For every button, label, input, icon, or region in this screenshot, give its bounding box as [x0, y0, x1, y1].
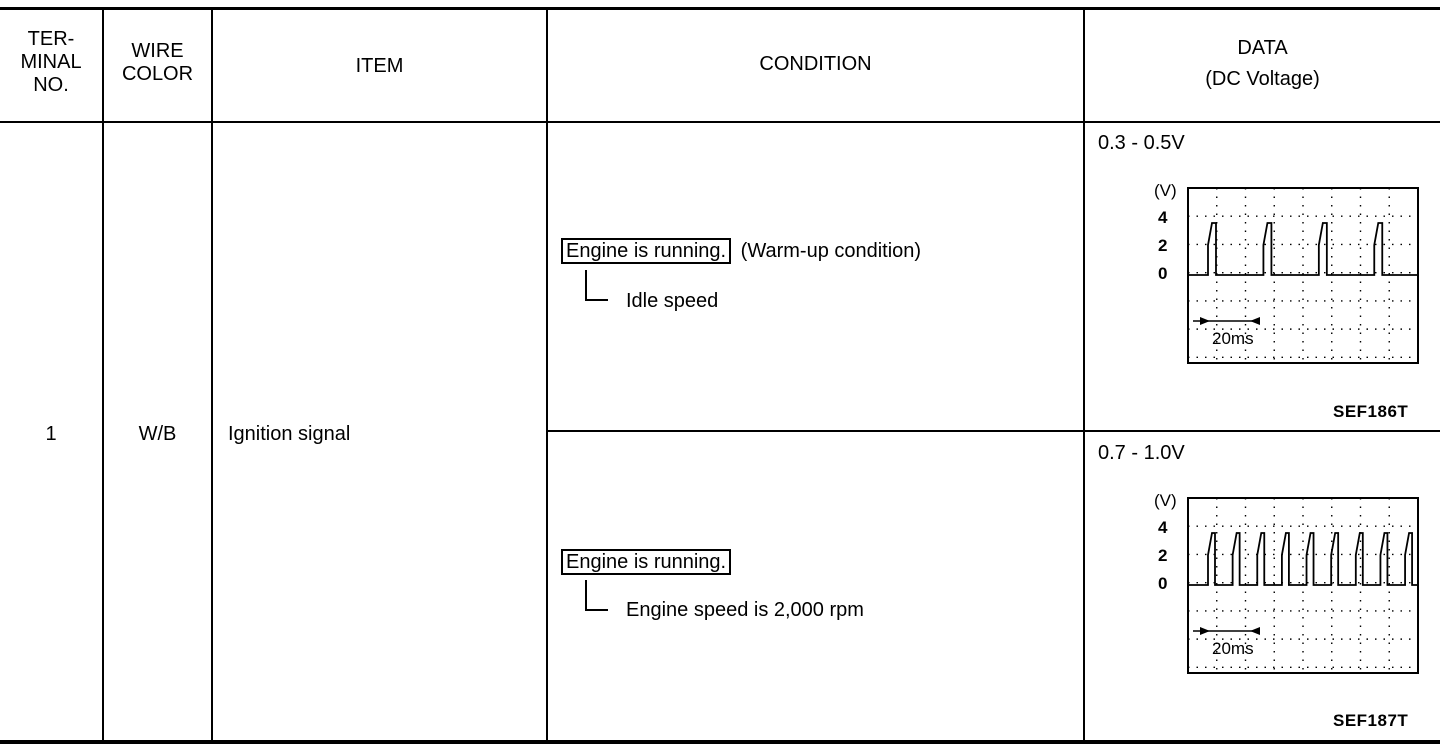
scope-tick-label: 0 — [1158, 574, 1168, 593]
col-divider-4 — [1083, 8, 1085, 742]
table-bottom-border — [0, 740, 1440, 744]
condition-2-state-box: Engine is running. — [561, 549, 731, 575]
scope-unit: (V) — [1154, 181, 1177, 200]
figure-code-1: SEF186T — [1333, 402, 1409, 421]
row-divider — [547, 430, 1440, 432]
terminal-number: 1 — [45, 423, 57, 445]
scope-unit: (V) — [1154, 491, 1177, 510]
col-divider-3 — [546, 8, 548, 742]
col-divider-1 — [102, 8, 104, 742]
voltage-2: 0.7 - 1.0V — [1098, 442, 1185, 464]
oscilloscope-2 — [1150, 488, 1430, 678]
item-name: Ignition signal — [228, 423, 351, 445]
time-marker-arrow — [1250, 627, 1260, 635]
scope-tick-label: 2 — [1158, 546, 1168, 565]
time-label: 20ms — [1212, 329, 1254, 348]
time-marker-arrow — [1200, 627, 1210, 635]
header-terminal: TER- MINAL NO. — [20, 28, 82, 96]
table-top-border — [0, 7, 1440, 10]
header-data: DATA (DC Voltage) — [1205, 37, 1320, 90]
header-wire-color: WIRE COLOR — [121, 40, 194, 85]
scope-tick-label: 4 — [1158, 518, 1168, 537]
condition-2-state — [561, 550, 731, 574]
time-label: 20ms — [1212, 639, 1254, 658]
wire-color: W/B — [138, 423, 177, 445]
oscilloscope-1 — [1150, 178, 1430, 368]
condition-1-note: (Warm-up condition) — [740, 240, 922, 262]
condition-1-state-box: Engine is running. — [561, 238, 731, 264]
time-marker-arrow — [1250, 317, 1260, 325]
header-item: ITEM — [355, 55, 404, 77]
condition-1-bracket — [584, 270, 614, 310]
condition-2-bracket — [584, 580, 614, 620]
scope-tick-label: 2 — [1158, 236, 1168, 255]
scope-tick-label: 4 — [1158, 208, 1168, 227]
time-marker-arrow — [1200, 317, 1210, 325]
header-condition: CONDITION — [759, 53, 872, 75]
voltage-1: 0.3 - 0.5V — [1098, 132, 1185, 154]
header-bottom-border — [0, 121, 1440, 123]
scope-tick-label: 0 — [1158, 264, 1168, 283]
condition-1-sub: Idle speed — [626, 290, 719, 312]
condition-1-state — [561, 239, 921, 263]
col-divider-2 — [211, 8, 213, 742]
condition-2-sub: Engine speed is 2,000 rpm — [626, 599, 864, 621]
figure-code-2: SEF187T — [1333, 711, 1409, 730]
